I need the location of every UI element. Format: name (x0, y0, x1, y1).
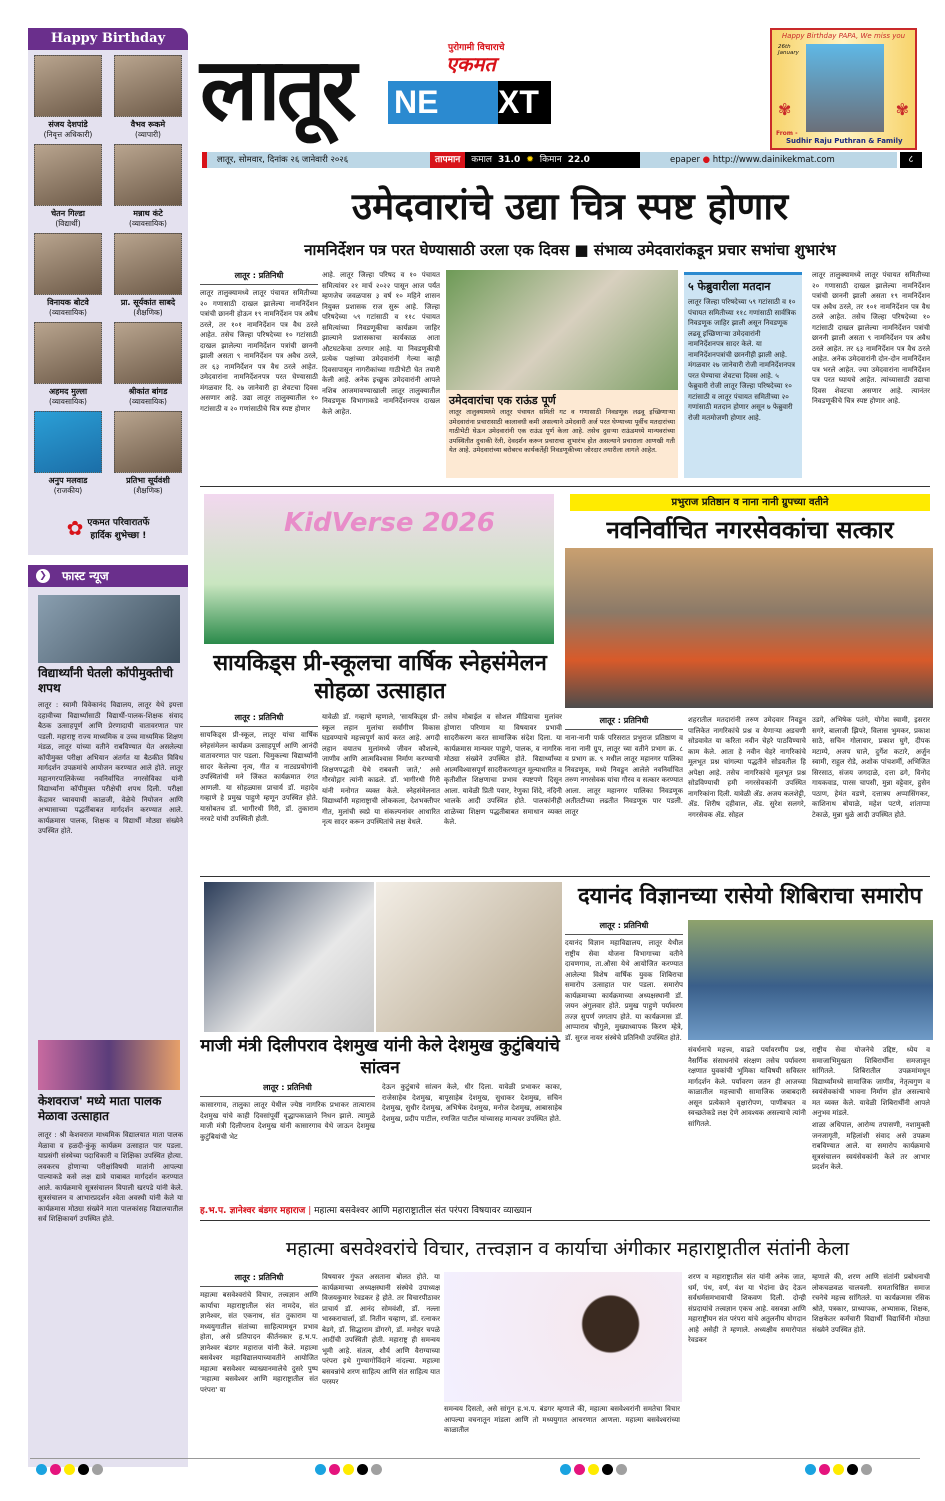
basaveshwar-col-5: म्हणाले की, शरण आणि संतांनी प्रबोधनाची लोकचळवळ चालवली. समताधिष्ठित समाज रचनेचे महत्त्व सांगितले. या कार्यक्रमास रसिक श्रोते, पत्रकार, प्राध्यापक, अभ्यासक, शिक्षक, शिक्षकेतर कर्मचारी विद्यार्थी विद्यार्थिनी मोठ्या संख्येने उपस्थित होते. (812, 1273, 930, 1334)
color-registration-dots (36, 1464, 103, 1475)
divider (200, 486, 930, 487)
sun-icon: ✹ (526, 155, 534, 165)
lead-col-2: आहे. लातूर जिल्हा परिषद व १० पंचायत समित्यांवर २१ मार्च २०२२ पासून आज पर्यंत म्हणजेच जवळपास ३ वर्ष १० महिने शासन नियुक्त प्रशासक राज सुरू आहे. जिल्हा परिषदेच्या ५९ गटांसाठी व ११८ पंचायत समित्यांच्या निवडणूकीचा कार्यक्रम जाहिर झाल्याने प्रशासकाचा कार्यकाळ आता औटघटकेचा ठरणार आहे. या निवडणूकीची प्रत्येक पक्षांच्या उमेदवारांनी गेल्या काही दिवसापासून नागरीकांच्या गाठीभेटी घेत तयारी केली आहे. अनेक इच्छूक उमेदवारांनी आपले नशिब आजमावण्याखाली लातूर तालुक्यातील निवडणूक विभागाकडे नामनिर्देशनपत्र दाखल केले आहेत. (322, 271, 440, 416)
speaker-photo (444, 1272, 682, 1402)
person-photo (34, 144, 102, 206)
lead-col-4: लातूर तालुक्यामध्ये लातूर पंचायत समितीच्या २० गणासाठी दाखल झालेल्या नामनिर्देशन पत्रांची छाननी झाली असता १९ नामनिर्देशन पत्र अवैध ठरले, तर १०१ नामनिर्देशन पत्र वैध ठरले आहेत. तसेच जिल्हा परिषदेच्या १० गटांसाठी दाखल झालेल्या नामनिर्देशन पत्रांची छाननी झाली असता ९ नामनिर्देशन पत्र अवैध ठरले आहेत. तर ६३ नामनिर्देशन पत्र वैध ठरले आहेत. अनेक उमेदवारांनी दोन-दोन नामनिर्देशन पत्र भरले आहेत. ज्या उमेदवारांना नामनिर्देशन पत्र परत घ्यायचे आहेत. त्यांच्यासाठी उद्याचा दिवस शेवटचा असणार आहे. त्यानंतर निवडणूकीचे चित्र स्पष्ट होणार आहे. (812, 271, 930, 405)
deshmukh-photo (204, 882, 374, 1032)
next-logo-blue: NE (388, 81, 498, 124)
mothers-meet-photo (38, 1040, 180, 1090)
byline: लातूर : प्रतिनिधी (200, 270, 318, 285)
next-logo (388, 81, 551, 124)
person-photo (114, 144, 182, 206)
lead-headline: उमेदवारांचे उद्या चित्र स्पष्ट होणार (351, 185, 789, 228)
kids-col-3: तसेच मोबाईल व सोशल मीडियाचा मुलांवर होणारा परिणाम या विषयावर प्रभावी सादरीकरण करत सामाजिक संदेश दिला. या कार्यक्रमास मान्यवर पाहुणे, पालक, व नागरिक मोठ्या संख्येने उपस्थित होते. विद्यार्थ्यांच्या आत्मविश्वासपूर्ण सादरीकरणातून मूल्याधारित व कृतीशील शिक्षणाचा प्रभाव स्पष्टपणे दिसून आला. यावेळी प्रिती पवार, रेणुका शिंदे, नंदिनी भालके आदी उपस्थित होते. पालकांनीही शाळेच्या शिक्षण पद्धतीबाबत समाधान व्यक्त केले. (444, 713, 562, 826)
yellow-dot (833, 1464, 844, 1475)
flower-icon: ✾ (778, 100, 792, 119)
person-role: (व्यापारी) (135, 130, 161, 139)
wish-line-1: एकमत परिवारातर्फे (87, 518, 150, 528)
chevron-down-icon: ❯ (36, 569, 50, 583)
black-dot (602, 1464, 613, 1475)
fast-news-headline-1: विद्यार्थ्यांनी घेतली कॉपीमुक्तीची शपथ (38, 666, 173, 695)
yellow-dot (343, 1464, 354, 1475)
basaveshwar-col-2: विषयावर गुंफत असताना बोलत होते. या कार्यक्रमाच्या अध्यक्षस्थानी संस्थेचे उपाध्यक्ष विजयकुमार रेवडकर हे होते. तर विचारपीठावर प्राचार्य डॉ. आनंद सोमवंशी, डॉ. नल्ला भास्कराचार्ला, डॉ. नितीन चव्हाण, डॉ. रत्नाकर बेडगे, डॉ. सिद्धाराम डोंगरगे, डॉ. मनोहर चपळे आदींची उपस्थिती होती. महाराष्ट्र ही समन्वय भूमी आहे. संतत्व, शौर्य आणि वैराग्याच्या परंपरा इथे गुण्यागोविंदाने नांदल्या. महात्मा बसवन्नांचे शरण साहित्य आणि संत साहित्य यात परस्पर (322, 1273, 440, 1386)
temperature-bar (430, 152, 640, 168)
ad-date: 26th January (778, 44, 799, 56)
panchayat-building-photo (446, 270, 678, 390)
kids-col-1 (200, 712, 318, 848)
felicitation-kicker: प्रभुराज प्रतिष्ठान व नाना नानी ग्रुपच्या वतीने (570, 494, 930, 511)
lead-subhead: नामनिर्देशन पत्र परत घेण्यासाठी उरला एक दिवस ■ संभाव्य उमेदवारांकडून प्रचार सभांचा शुभारंभ (304, 241, 836, 259)
felicitation-photo (565, 548, 933, 708)
kicker-separator: | (308, 1206, 312, 1216)
person-role: (राजकीय) (53, 486, 83, 495)
person-name: चेतन गिल्डा (51, 209, 85, 218)
birthday-person (32, 322, 104, 407)
deshmukh-headline: माजी मंत्री दिलीपराव देशमुख यांनी केले देशमुख कुटुंबियांचे सांत्वन (200, 1036, 560, 1078)
gray-dot (92, 1464, 103, 1475)
ad-title: Happy Birthday PAPA, We miss you (781, 32, 906, 40)
byline: लातूर : प्रतिनिधी (565, 715, 683, 730)
byline: लातूर : प्रतिनिधी (565, 920, 683, 935)
basaveshwar-col-3: समन्वय दिसतो, असे सांगून ह.भ.प. बंडगर म्हणाले की, महात्मा बसवेश्वरांनी समतेचा विचार आपल्या वचनातून मांडला आणि तो मध्ययुगात आचरणात आणला. महात्मा बसवेश्वरांच्या काळातील (444, 1405, 680, 1434)
birthday-person (112, 55, 184, 140)
dayanand-headline: दयानंद विज्ञानच्या रासेयो शिबिराचा समारोप (577, 884, 922, 909)
dayanand-col-1 (565, 920, 683, 1203)
dayanand-col-3: राष्ट्रीय सेवा योजनेचे उद्दिष्ट, ध्येय व समाजाभिमुखता शिबिरार्थींना समजावून सांगितले. शिबिरातील उपक्रमांमधून विद्यार्थ्यांमध्ये सामाजिक जाणीव, नेतृत्वगुण व स्वयंसेवकांची भावना निर्माण होत असल्याचे मत व्यक्त केले. यावेळी शिबिरार्थींनी आपले अनुभव मांडले. (812, 1046, 930, 1117)
photo-caption-headline: उमेदवारांचा एक राऊंड पूर्ण (449, 394, 556, 407)
person-photo (114, 233, 182, 295)
article-text: सायकिड्स प्री-स्कूल, लातूर यांचा वार्षिक स्नेहसंमेलन कार्यक्रम उत्साहपूर्ण आणि आनंदी वातावरणात पार पडला. चिमुकल्या विद्यार्थ्यांनी सादर केलेल्या नृत्य, गीत व नाट्यप्रयोगांनी उपस्थितांची मने जिंकत कार्यक्रमात रंगत आणली. या सोहळ्यास प्राचार्य डॉ. महादेव गव्हाणे हे प्रमुख पाहुणे म्हणून उपस्थित होते. यासोबतच डॉ. भागीरथी गिरी, डॉ. तुकाराम नरवटे यांची उपस्थिती होती. (200, 731, 318, 823)
birthday-person (32, 144, 104, 229)
article-text: दयानंद विज्ञान महाविद्यालय, लातूर येथील राष्ट्रीय सेवा योजना विभागाच्या वतीने दावणगाव, ता.औसा येथे आयोजित करण्यात आलेल्या विशेष वार्षिक युवक शिबिराचा समारोप उत्साहात पार पडला. समारोप कार्यक्रमाच्या कार्यक्रमाच्या अध्यक्षस्थानी डॉ. जयन अंगुलवार होते. प्रमुख पाहुणे पर्यावरण तज्ज्ञ सुपर्ण जगताप होते. या कार्यक्रमास डॉ. आप्पाराव चौगुले, मुख्याध्यापक किरण म्हेत्रे, डॉ. सुरज नायर संस्थेचे प्रतिनिधी उपस्थित होते. (565, 939, 683, 1042)
birthday-person (112, 411, 184, 496)
birthday-ad (770, 28, 917, 150)
person-photo (114, 322, 182, 384)
magenta-dot (819, 1464, 830, 1475)
birthday-person (112, 322, 184, 407)
person-name: प्रा. सूर्यकांत साबदे (120, 298, 176, 307)
link-icon: ● (702, 155, 711, 165)
person-name: श्रीकांत बांगड (128, 387, 168, 396)
person-name: अहमद मुल्ला (48, 387, 88, 396)
kicker-name: ह.भ.प. ज्ञानेश्वर बंडगर महाराज (200, 1206, 306, 1216)
temperature-label: तापमान (430, 152, 465, 168)
black-dot (78, 1464, 89, 1475)
gray-dot (371, 1464, 382, 1475)
ad-photo (806, 44, 884, 132)
article-text: महात्मा बसवेश्वरांचे विचार, तत्त्वज्ञान आणि कार्याचा महाराष्ट्रातील संत नामदेव, संत ज्ञानेश्वर, संत एकनाथ, संत तुकाराम या मध्ययुगातील संतांच्या साहित्यामधून प्रभाव होता, असे प्रतिपादन कीर्तनकार ह.भ.प. ज्ञानेश्वर बंडगर महाराज यांनी केले. महात्मा बसवेश्वर महाविद्यालयाच्यावतीने आयोजित महात्मा बसवेश्वर व्याख्यानमालेचे दुसरे पुष्प 'महात्मा बसवेश्वर आणि महाराष्ट्रातील संत परंपरा' या (200, 1291, 318, 1394)
lead-col-1 (200, 270, 318, 478)
basaveshwar-col-1 (200, 1272, 318, 1460)
flower-bouquet-icon: ✿ (66, 516, 84, 540)
person-role: (शैक्षणिक) (133, 486, 163, 495)
byline: लातूर : प्रतिनिधी (200, 712, 318, 727)
person-name: प्रतिभा सूर्यवंशी (126, 476, 170, 485)
person-role: (व्यावसायिक) (49, 308, 87, 317)
yellow-dot (588, 1464, 599, 1475)
fast-news-title: फास्ट न्यूज (28, 565, 188, 587)
person-role: (व्यावसायिक) (129, 219, 167, 228)
max-temp-value: 31.0 (498, 155, 521, 165)
epaper-label: epaper (670, 155, 700, 165)
kids-col-2: यावेळी डॉ. गव्हाणे म्हणाले, 'सायकिड्स प्री-स्कूल लहान मुलांचा सर्वांगीण विकास घडवण्याचे महत्त्वपूर्ण कार्य करत आहे. अगदी लहान वयातच मुलांमध्ये जीवन कौशल्ये, जाणीव आणि आत्मविश्वास निर्माण करण्याची शिक्षणपद्धती येथे राबवली जाते,' असे गौरवोद्गार त्यांनी काढले. डॉ. भागीरथी गिरी यांनी मनोगत व्यक्त केले. स्नेहसंमेलनात विद्यार्थ्यांनी महाराष्ट्राची लोककला, देशभक्तीपर गीत, मुलांची स्वप्ने या संकल्पनांवर आधारित नृत्य सादर करून उपस्थितांचे लक्ष वेधले. (322, 713, 440, 826)
gray-dot (861, 1464, 872, 1475)
photo-caption-text: लातूर तालुक्यामध्ये लातूर पंचायत समिती गट व गणासाठी निवडणूक लढवू इच्छिणाऱ्या उमेदवारांना प्रचारासाठी कालावधी कमी असल्याने उमेदवारी अर्ज परत घेण्याच्या पूर्वीच मतदारांच्या गाठीभेटी घेऊन उमेदवारांनी एक राऊंड पूर्ण केला आहे. तसेच दुसऱ्या राऊंडमध्ये मान्यवरांच्या उपस्थितीत दुचाकी रॅली, देवदर्शन करून प्रचाराचा शुभारंभ होत असल्याने प्रचाराला आणखी गती येत आहे. उमेदवारांच्या बरोबरच कार्यकर्तेही निवडणूकीच्या जोरदार तयारीला लागले आहेत. (449, 408, 675, 454)
min-temp-label: किमान (539, 155, 562, 165)
person-photo (34, 55, 102, 117)
person-role: (विद्यार्थी) (55, 219, 81, 228)
dayanand-col-2: संवर्धनाचे महत्त्व, वाढते पर्यावरणीय प्रश्न, नैसर्गिक संसाधनांचे संरक्षण तसेच पर्यावरण रक्षणात युवकांची भूमिका याविषयी सविस्तर मार्गदर्शन केले. पर्यावरण जतन ही आजच्या काळातील महत्त्वाची सामाजिक जबाबदारी असून प्रत्येकाने वृक्षारोपण, पाणीबचत व स्वच्छतेकडे लक्ष देणे आवश्यक असल्याचे त्यांनी सांगितले. (688, 1046, 806, 1128)
birthday-person (112, 233, 184, 318)
person-name: विनायक बोटवे (47, 298, 89, 307)
dayanand-col-4: शाळा अधिपाल, आरोग्य तपासणी, नशामुक्ती जनजागृती, महिलांशी संवाद असे उपक्रम राबविण्यात आले. या समारोप कार्यक्रमाचे सूत्रसंचालन स्वयंसेवकांनी केले तर आभार प्रदर्शन केले. (812, 1121, 930, 1171)
website-link[interactable]: http://www.dainikekmat.com (712, 155, 835, 165)
color-registration-dots (560, 1464, 627, 1475)
person-photo (34, 411, 102, 473)
max-temp-label: कमाल (471, 155, 493, 165)
box-title: ५ फेब्रुवारीला मतदान (688, 280, 771, 293)
basaveshwar-kicker (200, 1203, 930, 1221)
basaveshwar-col-4: शरण व महाराष्ट्रातील संत यांनी अनेक जात, धर्म, पंथ, वर्ण, वंश या भेदांना छेद देऊन सर्वधर्मसमभावाची शिकवण दिली. दोन्ही संप्रदायांचे तत्त्वज्ञान एकच आहे. वसवन्ना आणि महाराष्ट्रीयन संत परंपरा यांचे अतुलनीय योगदान आहे असेही ते म्हणाले. अध्यक्षीय समारोपात रेवडकर (688, 1273, 806, 1344)
person-name: संजय देशपांडे (48, 120, 88, 129)
gray-dot (616, 1464, 627, 1475)
felicitation-headline: नवनिर्वाचित नगरसेवकांचा सत्कार (606, 516, 894, 544)
color-registration-dots (315, 1464, 382, 1475)
yellow-dot (64, 1464, 75, 1475)
magenta-dot (329, 1464, 340, 1475)
fast-news-body-1: लातूर : स्वामी विवेकानंद विद्यालय, लातूर येथे इयत्ता दहावीच्या विद्यार्थ्यांसाठी विद्यार्थी-पालक-शिक्षक संवाद बैठक उत्साहपूर्ण आणि प्रेरणादायी वातावरणात पार पडली. महाराष्ट्र राज्य माध्यमिक व उच्च माध्यमिक शिक्षण मंडळ, लातूर यांच्या वतीने राबविण्यात येत असलेल्या कॉपीमुक्त परीक्षा अभियान अंतर्गत या बैठकीत विविध मार्गदर्शन उपक्रमांचे आयोजन करण्यात आले होते. लातूर महानगरपालिकेच्या नवनिर्वाचित नगरसेविका यांनी विद्यार्थ्यांना कॉपीमुक्त परीक्षेची शपथ दिली. परीक्षा केंद्रावर घ्यावयाची काळजी, वेळेचे नियोजन आणि अभ्यासाच्या पद्धतींबाबत मार्गदर्शन करण्यात आले. कार्यक्रमास पालक, शिक्षक व विद्यार्थी मोठ्या संख्येने उपस्थित होते. (38, 701, 183, 835)
epaper-bar[interactable] (640, 152, 897, 168)
photo-caption-box (446, 390, 678, 478)
cyan-dot (315, 1464, 326, 1475)
birthday-wish (32, 515, 184, 541)
person-name: मन्नाथ कंटे (133, 209, 163, 218)
article-text: लातूर तालुक्यामध्ये लातूर पंचायत समितीच्या २० गणासाठी दाखल झालेल्या नामनिर्देशन पत्रांची छाननी होऊन १९ नामनिर्देशन पत्र अवैध ठरले, तर १०१ नामनिर्देशन पत्र वैध ठरले आहेत. तसेच जिल्हा परिषदेच्या १० गटांसाठी दाखल झालेल्या नामनिर्देशन पत्रांची छाननी झाली असता ९ नामनिर्देशन पत्र अवैध ठरले, तर ६३ नामनिर्देशन पत्र वैध ठरले आहेत. उमेदवारांना नामनिर्देशनपत्र परत घेण्यासाठी मंगळवार दि. २७ जानेवारी हा शेवटचा दिवस असणार आहे. उद्या लातूर तालुक्यातील १० गटांसाठी व २० गणांसाठीचे चित्र स्पष्ट होणार (200, 289, 318, 413)
deshmukh-col-1 (200, 1082, 375, 1200)
felicitation-col-1 (565, 715, 683, 843)
color-registration-dots (805, 1464, 872, 1475)
birthday-person (32, 411, 104, 496)
birthday-grid (32, 55, 184, 496)
birthday-person (32, 233, 104, 318)
birthday-person (112, 144, 184, 229)
person-photo (34, 322, 102, 384)
wish-line-2: हार्दिक शुभेच्छा ! (90, 531, 147, 541)
tribute-photo (376, 882, 562, 1032)
cyan-dot (36, 1464, 47, 1475)
deshmukh-col-2: देऊन कुटुंबाचे सांत्वन केले, धीर दिला. यावेळी प्रभाकर काका, राजेसाहेब देशमुख, बापूसाहेब देशमुख, सुधाकर देशमुख, सचिन देशमुख, सुधीर देशमुख, अभिषेक देशमुख, मनोज देशमुख, आबासाहेब देशमुख, प्रदीप पाटील, रणजित पाटील यांच्यासह मान्यवर उपस्थित होते. (382, 1083, 562, 1123)
kids-headline: सायकिड्स प्री-स्कूलचा वार्षिक स्नेहसंमेलन सोहळा उत्साहात (213, 651, 547, 704)
person-photo (114, 55, 182, 117)
magenta-dot (50, 1464, 61, 1475)
birthday-person (32, 55, 104, 140)
person-photo (34, 233, 102, 295)
date-bar: लातूर, सोमवार, दिनांक २६ जानेवारी २०२६ (202, 152, 722, 168)
brand-name: एकमत (446, 52, 496, 76)
basaveshwar-headline: महात्मा बसवेश्वरांचे विचार, तत्त्वज्ञान व कार्याचा अंगीकार महाराष्ट्रातील संतांनी केला (285, 1238, 850, 1260)
next-logo-black: XT (498, 81, 551, 124)
person-role: (व्यावसायिक) (49, 397, 87, 406)
min-temp-value: 22.0 (567, 155, 590, 165)
nss-camp-photo (688, 920, 933, 1040)
cyan-dot (805, 1464, 816, 1475)
byline: लातूर : प्रतिनिधी (200, 1082, 375, 1097)
person-role: (व्यावसायिक) (129, 397, 167, 406)
black-dot (357, 1464, 368, 1475)
person-name: वैभव रूकमे (130, 120, 166, 129)
kidverse-banner: KidVerse 2026 (284, 508, 495, 538)
students-oath-photo (38, 595, 180, 663)
divider (200, 876, 930, 877)
ad-from: Sudhir Raju Puthran & Family (786, 137, 903, 145)
fast-news-body-2: लातूर : श्री केशवराज माध्यमिक विद्यालयात माता पालक मेळावा व हळदी-कुंकू कार्यक्रम उत्साहात पार पडला. याप्रसंगी संस्थेच्या पदाधिकारी व शिक्षिका उपस्थित होत्या. लवकरच होणाऱ्या परीक्षांविषयी मातांनी आपल्या पाल्याकडे कसे लक्ष द्यावे याबाबत मार्गदर्शन करण्यात आले. कार्यक्रमाचे सूत्रसंचालन विपाली खरपडे यांनी केले. सूत्रसंचालन व आभारप्रदर्शन श्वेता अवस्थी यांनी केले या कार्यक्रमास मोठ्या संख्येने माता पालकांसह विद्यालयातील सर्व शिक्षिकावर्ग उपस्थित होते. (38, 1131, 183, 1223)
footer-rule (30, 1458, 920, 1459)
person-role: (शैक्षणिक) (133, 308, 163, 317)
flower-icon: ✾ (895, 100, 909, 119)
person-name: अनुप मलवाड (48, 476, 88, 485)
person-photo (114, 411, 182, 473)
byline: लातूर : प्रतिनिधी (200, 1272, 318, 1287)
felicitation-col-3: उडगे, अभिषेक पतंगे, योगेश स्वामी, इसरार सगरे, बालाजी झिपरे, विलास भुमकर, प्रकाश साठे, सचिन गोलावार, प्रकाश घुगे, दीपक मटाम्पे, अजय घाले, दुर्गेश कटारे, अर्जुन स्वामी, राहुल रोडे, अशोक पांचशर्मी, अभिजित सिरसाठ, संजय जगदाळे, दत्ता ढगे, विनोद गायकवाड, पारस चापसी, मुन्ना वट्टेवार, हुसेन पठाण, हेमंत वडणे, दत्तात्रय अप्पासिंगकर, काशिनाथ बोयाळे, महेश पटणे, शांताप्पा टेकाळे, मुन्ना धुळे आदी उपस्थित होते. (812, 716, 930, 819)
magenta-dot (574, 1464, 585, 1475)
cyan-dot (560, 1464, 571, 1475)
voting-date-box (684, 272, 802, 478)
ad-from-label: From - (776, 130, 798, 137)
fast-news-headline-2: केशवराज' मध्ये माता पालक मेळावा उत्साहात (38, 1094, 162, 1123)
kicker-text: महात्मा बसवेश्वर आणि महाराष्ट्रातील संत परंपरा विषयावर व्याख्यान (314, 1206, 532, 1216)
tagline: पुरोगामी विचाराचे (448, 43, 505, 53)
kidverse-photo (204, 494, 554, 644)
box-text: लातूर जिल्हा परिषदेच्या ५९ गटांसाठी व १० पंचायत समितीच्या ११८ गणांसाठी सार्वत्रिक निवडणूक जाहिर झाली असून निवडणूक लढवू इच्छिणाऱ्या उमेदवारांनी नामनिर्देशनपत्र सादर केले. या नामनिर्देशनपत्रांची छाननीही झाली आहे. मंगळवार २७ जानेवारी रोजी नामनिर्देशनपत्र परत घेण्याचा शेवटचा दिवस आहे. ५ फेब्रुवारी रोजी लातूर जिल्हा परिषदेच्या १० गटांसाठी व लातूर पंचायत समितीच्या २० गणांसाठी मतदान होणार असून ७ फेब्रुवारी रोजी मतमोजणी होणार आहे. (688, 298, 797, 422)
happy-birthday-title: Happy Birthday (28, 28, 188, 50)
article-text: नाना-नानी पार्क परिसरात प्रभुराज प्रतिष्ठाण व नाना नानी ग्रुप, लातूर च्या वतीने प्रभाग क्र. ८ व प्रभाग क्र. ९ मधील लातूर महानगर पालिका निवडणूक, मध्ये निवडून आलेले नवनिर्वाचित तरुण नगरसेवक यांचा गौरव व सत्कार करण्यात आला. लातूर महानगर पालिका निवडणूक अतीतटीच्या लढतीत निवडणूक पार पडली. लातूर (565, 734, 683, 816)
masthead-logo: लातूर (200, 39, 353, 140)
black-dot (847, 1464, 858, 1475)
person-role: (निवृत्त अधिकारी) (43, 130, 93, 139)
page-number: ८ (900, 152, 922, 168)
article-text: कासारगाव, तालुका लातूर येथील ज्येष्ठ नागरिक प्रभाकर तात्याराव देशमुख यांचे काही दिवसांपूर्वी वृद्धापकाळाने निधन झाले. त्यामुळे माजी मंत्री दिलीपराव देशमुख यांनी कासारगाव येथे जाऊन देशमुख कुटुंबियांची भेट (200, 1101, 375, 1141)
felicitation-col-2: शहरातील मतदारांनी तरुण उमेदवार निवडून पालिकेत नागरिकांचे प्रश्न व येणाऱ्या अडचणी सोडवावेत या करिता नवीन चेहरे पाठविण्याचे काम केले. आता हे नवीन चेहरे नागरिकांचे मूलभूत प्रश्न चांगल्या पद्धतीने सोडवतील हि अपेक्षा आहे. तसेच नागरिकांचे मूलभूत प्रश्न सोडविण्याची हमी नगरसेवकांनी उपस्थित नागरिकांना दिली. यावेळी ॲड. अजय कलशेट्टी, ॲड. शिरीष दहीवाल, ॲड. सुरेश सलगरे, नगरसेवक ॲड. सोहल (688, 716, 806, 819)
